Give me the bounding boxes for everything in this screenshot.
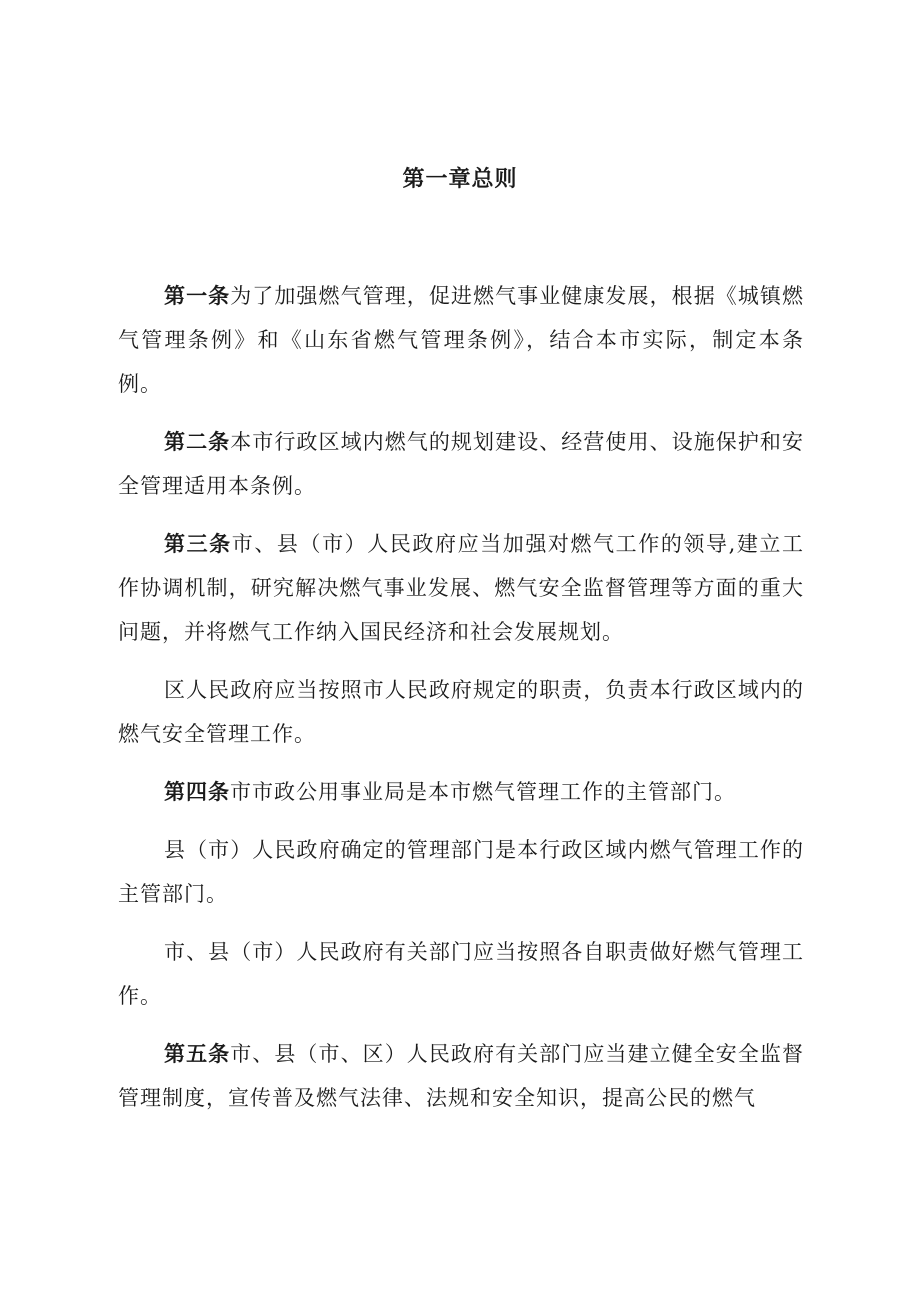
chapter-title: 第一章总则 bbox=[402, 167, 518, 192]
paragraph-article-3 bbox=[118, 522, 804, 654]
document-body bbox=[118, 274, 804, 1134]
paragraph-article-4 bbox=[118, 770, 804, 814]
paragraph-text: 市、县（市、区）人民政府有关部门应当建立健全安全监督管理制度，宣传普及燃气法律、法规和安全知识，提高公民的燃气 bbox=[118, 1042, 805, 1110]
paragraph-text: 县（市）人民政府确定的管理部门是本行政区域内燃气管理工作的主管部门。 bbox=[118, 838, 804, 906]
article-label: 第三条 bbox=[164, 532, 232, 556]
paragraph-text: 市市政公用事业局是本市燃气管理工作的主管部门。 bbox=[230, 780, 736, 804]
paragraph-article-4-sub-1 bbox=[118, 828, 804, 916]
article-label: 第二条 bbox=[164, 430, 231, 454]
paragraph-text: 区人民政府应当按照市人民政府规定的职责，负责本行政区域内的燃气安全管理工作。 bbox=[118, 678, 804, 746]
paragraph-article-2 bbox=[118, 420, 804, 508]
paragraph-article-1 bbox=[118, 274, 804, 406]
article-label: 第四条 bbox=[164, 780, 230, 804]
paragraph-article-4-sub-2 bbox=[118, 930, 804, 1018]
paragraph-text: 市、县（市）人民政府应当加强对燃气工作的领导,建立工作协调机制，研究解决燃气事业发展、燃气安全监督管理等方面的重大问题，并将燃气工作纳入国民经济和社会发展规划。 bbox=[118, 532, 804, 644]
article-label: 第一条 bbox=[164, 284, 231, 308]
paragraph-text: 为了加强燃气管理，促进燃气事业健康发展，根据《城镇燃气管理条例》和《山东省燃气管理条例》，结合本市实际，制定本条例。 bbox=[118, 284, 805, 396]
paragraph-article-5 bbox=[118, 1032, 804, 1120]
paragraph-text: 本市行政区域内燃气的规划建设、经营使用、设施保护和安全管理适用本条例。 bbox=[118, 430, 805, 498]
article-label: 第五条 bbox=[164, 1042, 231, 1066]
paragraph-article-3-sub bbox=[118, 668, 804, 756]
paragraph-text: 市、县（市）人民政府有关部门应当按照各自职责做好燃气管理工作。 bbox=[118, 940, 804, 1008]
